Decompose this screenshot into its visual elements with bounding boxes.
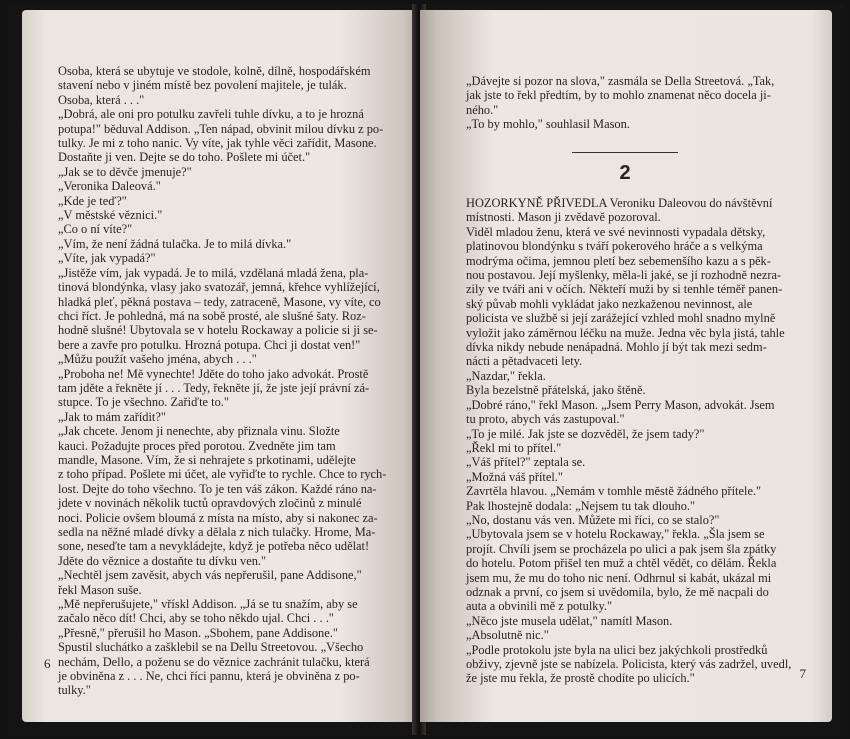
open-book [8,4,844,735]
text-line: ného." [466,102,499,117]
text-line: místnosti. Mason ji zvědavě pozoroval. [466,210,661,225]
text-line: Dostaňte ji ven. Dejte se do toho. Pošlete mi účet." [58,150,311,165]
text-line: z toho případ. Pošlete mi účet, ale vyřiďte to rychle. Chce to rych- [58,467,387,482]
text-line: řekl Mason suše. [58,582,142,597]
text-line: „Veronika Daleová." [58,179,161,194]
text-line: dívka nikdy nebude nenápadná. Mohlo jí být tak mezi sedm- [466,340,767,355]
text-line: tulky." [58,683,91,698]
left-page-number: 6 [44,656,51,671]
text-line: „Podle protokolu jste byla na ulici bez jakýchkoli prostředků [466,642,768,657]
text-line: „Jak se to děvče jmenuje?" [58,164,192,179]
text-line: stupce. To je všechno. Zařiďte to." [58,395,229,410]
text-line: „To by mohlo," souhlasil Mason. [466,117,630,132]
text-line: Viděl mladou ženu, která ve své nevinnosti vypadala dětsky, [466,224,766,239]
text-line: „Dávejte si pozor na slova," zasmála se Della Streetová. „Tak, [466,74,775,88]
text-line: lost. Dejte do toho všechno. To je ten váš zákon. Každé ráno na- [58,481,377,496]
text-line: „Absolutně nic." [466,628,549,643]
text-line: ský půvab mohli vykládat jako nezkaženou nevinnost, ale [466,296,753,311]
text-line: stavení nebo v jiném místě bez povolení majitele, je tulák. [58,78,347,93]
text-line: modrýma očima, jemnou pletí bez sebemenšího kazu a s pěk- [466,253,771,268]
text-line: tu proto, abych vás zastupoval." [466,412,625,427]
text-line: obživy, zjevně jste se nabízela. Policista, který vás zadržel, uvedl, [466,657,792,671]
text-line: tinová blondýnka, vlasy jako svatozář, jemná, křehce vyhlížející, [58,280,380,295]
left-page [22,10,418,722]
text-line: začalo něco dít! Chci, aby se toho někdo ujal. Chci . . ." [58,611,334,626]
text-line: tam jděte a řekněte jí . . . Tedy, řekněte jí, že jste její právní zá- [58,380,370,395]
text-line: noci. Policie ovšem bloumá z místa na místo, aby si nakonec za- [58,510,378,525]
text-line: hladká pleť, pěkná postava – tedy, zatraceně, Masone, vy víte, co [58,294,381,309]
text-line: „Co o ní víte?" [58,222,133,237]
text-line: „Jistěže vím, jak vypadá. Je to milá, vzdělaná mladá žena, pla- [58,265,369,280]
text-line: „Nazdar," řekla. [466,368,546,383]
text-line: Osoba, která . . ." [58,92,145,107]
text-line: „Nechtěl jsem zavěsit, abych vás nepřerušil, pane Addisone," [58,568,362,583]
text-line: jsem mu, že mu do toho nic není. Odhrnul si kabát, ukázal mi [466,570,772,585]
text-line: „Jak to mám zařídit?" [58,409,166,424]
text-line: „Můžu použít vašeho jména, abych . . ." [58,352,257,367]
right-page-chapter-text [466,196,806,686]
text-line: zily ve tváři ani v očích. Někteří muži by si tenhle téměř panen- [466,282,783,297]
text-line: hodně slušné! Ubytovala se v hotelu Rockaway a policie si ji se- [58,323,378,338]
text-line: „Kde je teď?" [58,193,127,208]
text-line: „Dobré ráno," řekl Mason. „Jsem Perry Mason, advokát. Jsem [466,397,775,412]
text-line: Zavrtěla hlavou. „Nemám v tomhle městě žádného přítele." [466,484,762,499]
text-line: „Dobrá, ale oni pro potulku zavřeli tuhle dívku, a to je hrozná [58,107,364,122]
text-line: „No, dostanu vás ven. Můžete mi říci, co se stalo?" [466,512,720,527]
text-line: HOZORKYNĚ PŘIVEDLA Veroniku Daleovou do návštěvní [466,196,773,210]
text-line: „Jak chcete. Jenom ji nenechte, aby přiznala vinu. Složte [58,424,340,439]
text-line: „Mě nepřerušujete," vřískl Addison. „Já se tu snažím, aby se [58,597,358,612]
text-line: bere a zavře pro potulku. Hrozná potupa. Chci ji dostat ven!" [58,337,361,352]
text-line: potupa!" běduval Addison. „Ten nápad, obvinit milou dívku z po- [58,121,384,136]
text-line: Jděte do věznice a dostaňte tu dívku ven." [58,553,267,568]
right-page-number: 7 [799,666,806,681]
text-line: vyložit jako záměrnou léčku na muže. Jedna věc byla jistá, tahle [466,325,785,340]
left-page-text [58,64,416,698]
text-line: nechám, Dello, a poženu se do věznice zachránit tulačku, která [58,654,370,669]
text-line: že jste mu řekla, že prostě chodíte po ulicích." [466,671,695,686]
text-line: nácti a pětadvaceti lety. [466,354,583,369]
text-line: chci říct. Je pohledná, má na sobě prosté, ale slušné šaty. Roz- [58,308,366,323]
text-line: „Přesně," přerušil ho Mason. „Sbohem, pane Addisone." [58,625,338,640]
text-line: auta a obvinili mě z potulky." [466,599,613,614]
text-line: sone, neseďte tam a nevykládejte, když je potřeba něco udělat! [58,539,370,554]
text-line: mandle, Masone. Vím, že si nehrajete s prkotinami, udělejte [58,452,356,467]
text-line: „Něco jste musela udělat," namítl Mason. [466,613,673,628]
text-line: projít. Chvíli jsem se procházela po ulici a pak jsem šla zpátky [466,541,777,556]
right-page [420,10,832,722]
text-line: tulky. Je mi z toho nanic. Vy víte, jak tyhle věci zařídit, Masone. [58,136,377,151]
text-line: „V městské věznici." [58,208,163,223]
text-line: „Řekl mi to přítel." [466,440,562,455]
text-line: do hotelu. Potom přišel ten muž a chtěl vědět, co dělám. Řekla [466,556,777,571]
text-line: odznak a první, co jsem si uvědomila, bylo, že mě nacpali do [466,584,769,599]
text-line: „Váš přítel?" zeptala se. [466,455,586,470]
text-line: nou postavou. Její myšlenky, měla-li jaké, se jí rozhodně nezra- [466,268,782,283]
text-line: je obviněna z . . . Ne, chci říci pannu, která je obviněna z po- [58,669,360,684]
right-page-top-text [466,74,806,132]
text-line: policista ve službě si její zarážející vzhled mohl snadno mylně [466,311,776,326]
text-line: Byla bezelstně přátelská, jako štěně. [466,383,646,398]
text-line: „Možná váš přítel." [466,469,563,484]
text-line: „Vím, že není žádná tulačka. Je to milá dívka." [58,236,292,251]
chapter-number: 2 [619,162,631,184]
text-line: „Ubytovala jsem se v hotelu Rockaway," řekla. „Šla jsem se [466,527,765,542]
text-line: jak jste to řekl předtím, by to mohlo znamenat něco docela ji- [466,88,771,103]
text-line: Pak lhostejně dodala: „Nejsem tu tak dlouho." [466,498,696,513]
chapter-divider [572,152,678,153]
text-line: „Víte, jak vypadá?" [58,251,156,266]
text-line: sedla na něžné mladé dívky a dělala z nich tulačky. Hrome, Ma- [58,525,376,539]
text-line: platinovou blondýnku s tváří pokerového hráče a s velkýma [466,239,763,254]
text-line: Spustil sluchátko a zašklebil se na Dellu Streetovou. „Všecho [58,640,364,655]
text-line: kauci. Požadujte proces před porotou. Zvedněte jim tam [58,438,336,453]
text-line: „To je milé. Jak jste se dozvěděl, že jsem tady?" [466,426,705,441]
text-line: Osoba, která se ubytuje ve stodole, kolně, dílně, hospodářském [58,64,371,78]
text-line: jdete v novinách několik tuctů opravdových zločinů z minulé [58,496,362,511]
text-line: „Proboha ne! Mě vynechte! Jděte do toho jako advokát. Prostě [58,366,369,381]
